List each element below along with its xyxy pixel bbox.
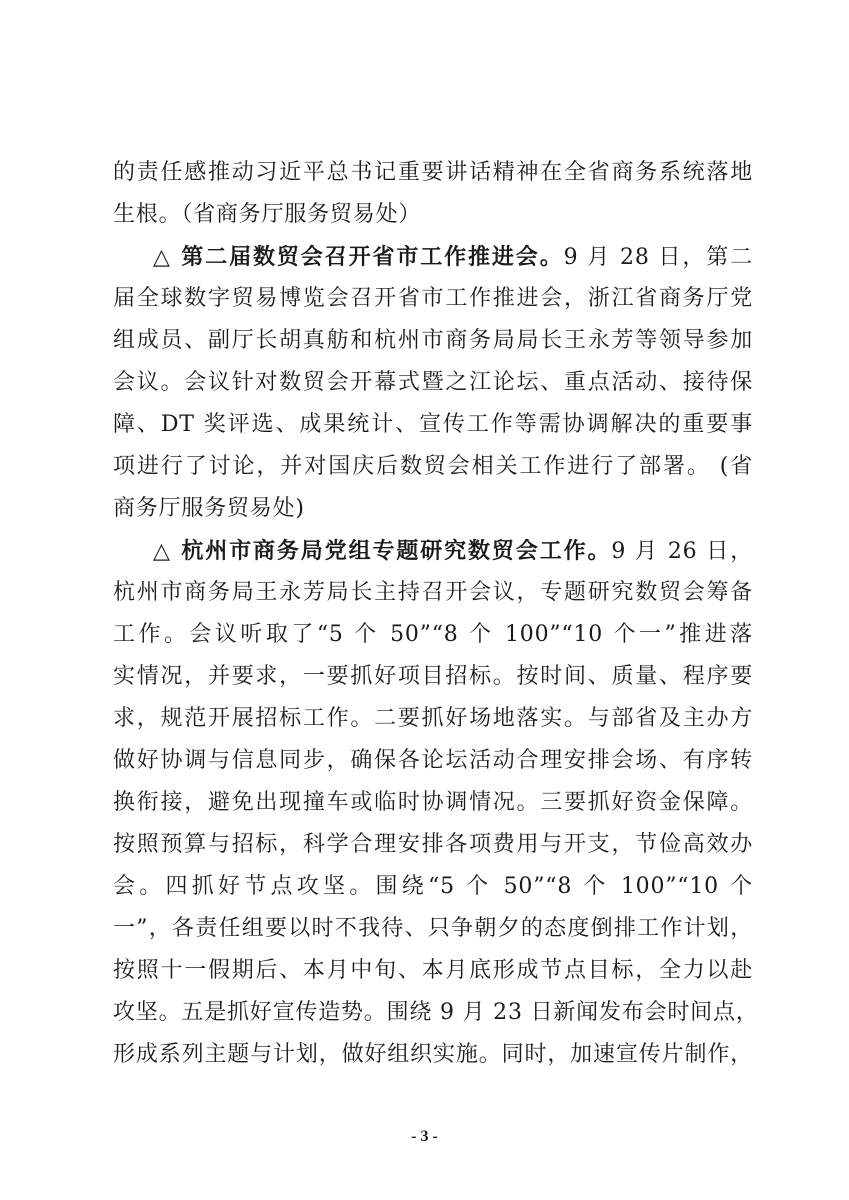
line-text: 组成员、副厅长胡真舫和杭州市商务局局长王永芳等领导参加 xyxy=(113,328,753,353)
line-text: 生根。（省商务厅服务贸易处） xyxy=(113,202,422,227)
section-heading-line xyxy=(153,234,753,280)
body-line xyxy=(113,948,753,994)
body-line xyxy=(113,822,753,868)
line-text: 一”，各责任组要以时不我待、只争朝夕的态度倒排工作计划， xyxy=(113,916,753,941)
page-number: - 3 - xyxy=(411,1128,438,1145)
line-text: 的责任感推动习近平总书记重要讲话精神在全省商务系统落地 xyxy=(113,160,753,185)
section-heading: △ 杭州市商务局党组专题研究数贸会工作。 xyxy=(153,538,612,564)
body-line xyxy=(113,612,753,658)
line-text: 会。四抓好节点攻坚。围绕“5 个 50”“8 个 100”“10 个 xyxy=(113,874,753,899)
line-text: 项进行了讨论，并对国庆后数贸会相关工作进行了部署。 (省 xyxy=(113,454,753,479)
section-heading-line xyxy=(153,528,753,574)
body-line xyxy=(113,780,753,826)
body-line xyxy=(113,570,753,616)
line-text: 按照预算与招标，科学合理安排各项费用与开支，节俭高效办 xyxy=(113,832,753,857)
body-line xyxy=(113,486,753,532)
line-text: 工作。会议听取了“5 个 50”“8 个 100”“10 个一”推进落 xyxy=(113,622,753,647)
line-text: 届全球数字贸易博览会召开省市工作推进会，浙江省商务厅党 xyxy=(113,286,753,311)
line-text: 9 月 26 日， xyxy=(611,539,753,564)
body-line xyxy=(113,276,753,322)
body-line xyxy=(113,402,753,448)
line-text: 求，规范开展招标工作。二要抓好场地落实。与部省及主办方 xyxy=(113,706,753,731)
line-text: 实情况，并要求，一要抓好项目招标。按时间、质量、程序要 xyxy=(113,664,753,689)
line-text: 换衔接，避免出现撞车或临时协调情况。三要抓好资金保障。 xyxy=(113,790,753,815)
body-line xyxy=(113,990,759,1036)
section-heading: △ 第二届数贸会召开省市工作推进会。 xyxy=(153,244,564,270)
body-line xyxy=(113,192,753,238)
line-text: 按照十一假期后、本月中旬、本月底形成节点目标，全力以赴 xyxy=(113,958,753,983)
line-text: 做好协调与信息同步，确保各论坛活动合理安排会场、有序转 xyxy=(113,748,753,773)
body-line xyxy=(113,150,753,196)
body-line xyxy=(113,654,753,700)
body-line xyxy=(113,906,753,952)
line-text: 9 月 28 日，第二 xyxy=(563,245,753,270)
body-line xyxy=(113,1032,753,1078)
line-text: 商务厅服务贸易处) xyxy=(113,496,305,521)
line-text: 杭州市商务局王永芳局长主持召开会议，专题研究数贸会筹备 xyxy=(113,580,753,605)
body-line xyxy=(113,696,753,742)
body-line xyxy=(113,444,753,490)
body-line xyxy=(113,738,753,784)
body-line xyxy=(113,318,753,364)
body-line xyxy=(113,360,753,406)
line-text: 形成系列主题与计划，做好组织实施。同时，加速宣传片制作， xyxy=(113,1042,753,1067)
body-line xyxy=(113,864,753,910)
line-text: 会议。会议针对数贸会开幕式暨之江论坛、重点活动、接待保 xyxy=(113,370,753,395)
line-text: 障、DT 奖评选、成果统计、宣传工作等需协调解决的重要事 xyxy=(113,412,753,437)
line-text: 攻坚。五是抓好宣传造势。围绕 9 月 23 日新闻发布会时间点， xyxy=(113,1000,759,1025)
